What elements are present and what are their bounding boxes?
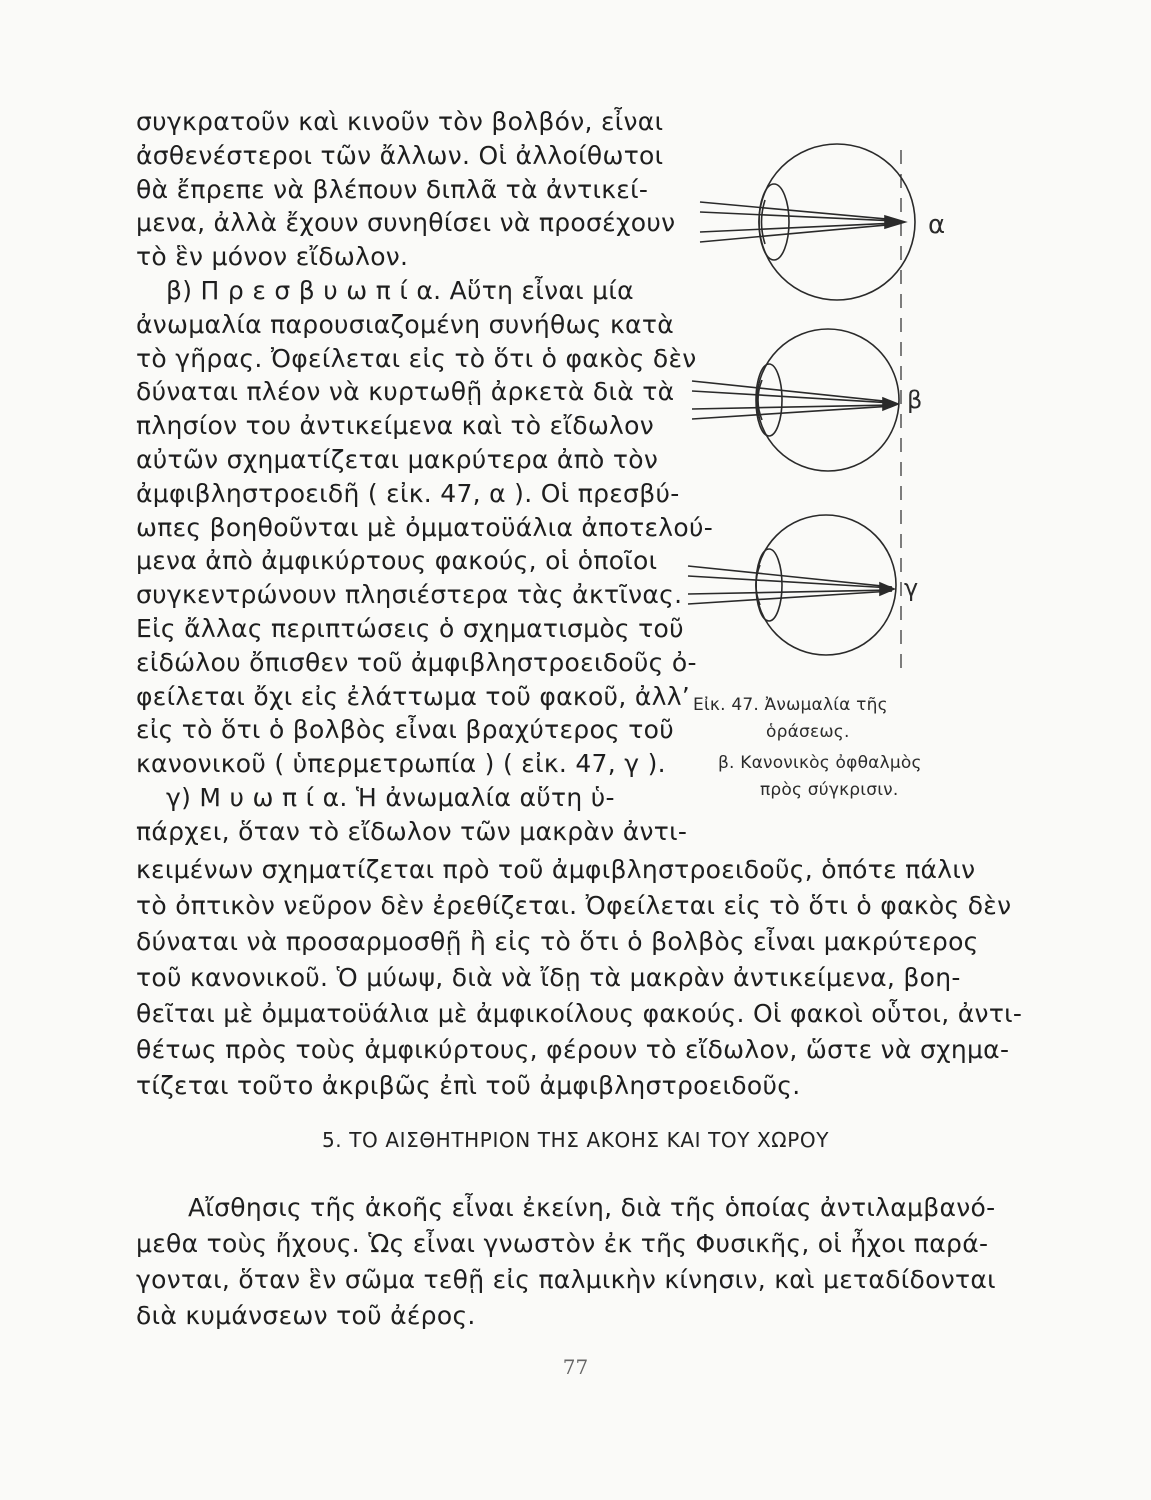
text-line: φείλεται ὄχι εἰς ἐλάττωμα τοῦ φακοῦ, ἀλλ’ [136, 682, 691, 711]
page-number: 77 [562, 1355, 589, 1379]
text-line: εἰδώλου ὄπισθεν τοῦ ἀμφιβληστροειδοῦς ὀ- [136, 648, 697, 677]
text-line: εἰς τὸ ὅτι ὁ βολβὸς εἶναι βραχύτερος τοῦ [136, 715, 674, 744]
paragraph-start-presbyopia: β) Π ρ ε σ β υ ω π ί α. Αὕτη εἶναι μία [166, 276, 634, 305]
text-line: δύναται πλέον νὰ κυρτωθῇ ἀρκετὰ διὰ τὰ [136, 377, 675, 406]
text-line: κειμένων σχηματίζεται πρὸ τοῦ ἀμφιβληστροειδοῦς, ὁπότε πάλιν [136, 855, 976, 884]
text-line: τὸ ἓν μόνον εἴδωλον. [136, 242, 409, 271]
text-line: τὸ ὀπτικὸν νεῦρον δὲν ἐρεθίζεται. Ὀφείλεται εἰς τὸ ὅτι ὁ φακὸς δὲν [136, 891, 1012, 920]
label-alpha: α [928, 210, 946, 240]
eye-beta [692, 329, 899, 471]
section-heading: 5. ΤΟ ΑΙΣΘΗΤΗΡΙΟΝ ΤΗΣ ΑΚΟΗΣ ΚΑΙ ΤΟΥ ΧΩΡΟΥ [321, 1128, 830, 1152]
text-line: Αἴσθησις τῆς ἀκοῆς εἶναι ἐκείνη, διὰ τῆς ὁποίας ἀντιλαμβανό- [188, 1193, 996, 1222]
text-line: ωπες βοηθοῦνται μὲ ὀμματοϋάλια ἀποτελού- [136, 513, 714, 542]
text-line: πάρχει, ὅταν τὸ εἴδωλον τῶν μακρὰν ἀντι- [136, 817, 688, 846]
label-gamma: γ [904, 574, 919, 602]
text-line: ἀνωμαλία παρουσιαζομένη συνήθως κατὰ [136, 310, 674, 339]
text-line: μενα ἀπὸ ἀμφικύρτους φακούς, οἱ ὁποῖοι [136, 546, 658, 575]
text-line: διὰ κυμάνσεων τοῦ ἀέρος. [136, 1301, 476, 1330]
text-line: κανονικοῦ ( ὑπερμετρωπία ) ( εἰκ. 47, γ ). [136, 749, 666, 778]
caption-line: Εἰκ. 47. Ἀνωμαλία τῆς [693, 695, 888, 715]
text-line: πλησίον του ἀντικείμενα καὶ τὸ εἴδωλον [136, 411, 655, 440]
eye-gamma [688, 515, 896, 655]
text-line: τίζεται τοῦτο ἀκριβῶς ἐπὶ τοῦ ἀμφιβληστροειδοῦς. [136, 1071, 801, 1100]
caption-line: ὁράσεως. [766, 722, 850, 742]
eye-diagram-figure [680, 140, 980, 700]
text-line: ἀσθενέστεροι τῶν ἄλλων. Οἱ ἀλλοίθωτοι [136, 141, 664, 170]
caption-line: πρὸς σύγκρισιν. [760, 780, 899, 800]
text-line: ἀμφιβληστροειδῆ ( εἰκ. 47, α ). Οἱ πρεσβύ- [136, 479, 680, 508]
text-line: τοῦ κανονικοῦ. Ὁ μύωψ, διὰ νὰ ἴδῃ τὰ μακρὰν ἀντικείμενα, βοη- [136, 963, 961, 992]
text-line: θεῖται μὲ ὀμματοϋάλια μὲ ἀμφικοίλους φακούς. Οἱ φακοὶ οὗτοι, ἀντι- [136, 999, 1023, 1028]
eye-alpha [700, 144, 915, 300]
label-beta: β [907, 386, 923, 414]
text-line: τὸ γῆρας. Ὀφείλεται εἰς τὸ ὅτι ὁ φακὸς δὲν [136, 344, 697, 373]
caption-line: β. Κανονικὸς ὀφθαλμὸς [718, 753, 922, 773]
text-line: αὐτῶν σχηματίζεται μακρύτερα ἀπὸ τὸν [136, 445, 659, 474]
text-line: θέτως πρὸς τοὺς ἀμφικύρτους, φέρουν τὸ εἴδωλον, ὥστε νὰ σχημα- [136, 1035, 1010, 1064]
text-line: γονται, ὅταν ἓν σῶμα τεθῇ εἰς παλμικὴν κίνησιν, καὶ μεταδίδονται [136, 1265, 996, 1294]
text-line: θὰ ἔπρεπε νὰ βλέπουν διπλᾶ τὰ ἀντικεί- [136, 175, 649, 204]
eye-diagram [680, 140, 980, 700]
text-line: μεθα τοὺς ἤχους. Ὡς εἶναι γνωστὸν ἐκ τῆς Φυσικῆς, οἱ ἦχοι παρά- [136, 1229, 989, 1258]
text-line: δύναται νὰ προσαρμοσθῇ ἢ εἰς τὸ ὅτι ὁ βολβὸς εἶναι μακρύτερος [136, 927, 979, 956]
text-line: Εἰς ἄλλας περιπτώσεις ὁ σχηματισμὸς τοῦ [136, 614, 684, 643]
text-line: συγκρατοῦν καὶ κινοῦν τὸν βολβόν, εἶναι [136, 107, 664, 136]
text-line: μενα, ἀλλὰ ἔχουν συνηθίσει νὰ προσέχουν [136, 208, 676, 237]
text-line: συγκεντρώνουν πλησιέστερα τὰς ἀκτῖνας. [136, 580, 683, 609]
paragraph-start-myopia: γ) Μ υ ω π ί α. Ἡ ἀνωμαλία αὕτη ὑ- [166, 783, 615, 812]
